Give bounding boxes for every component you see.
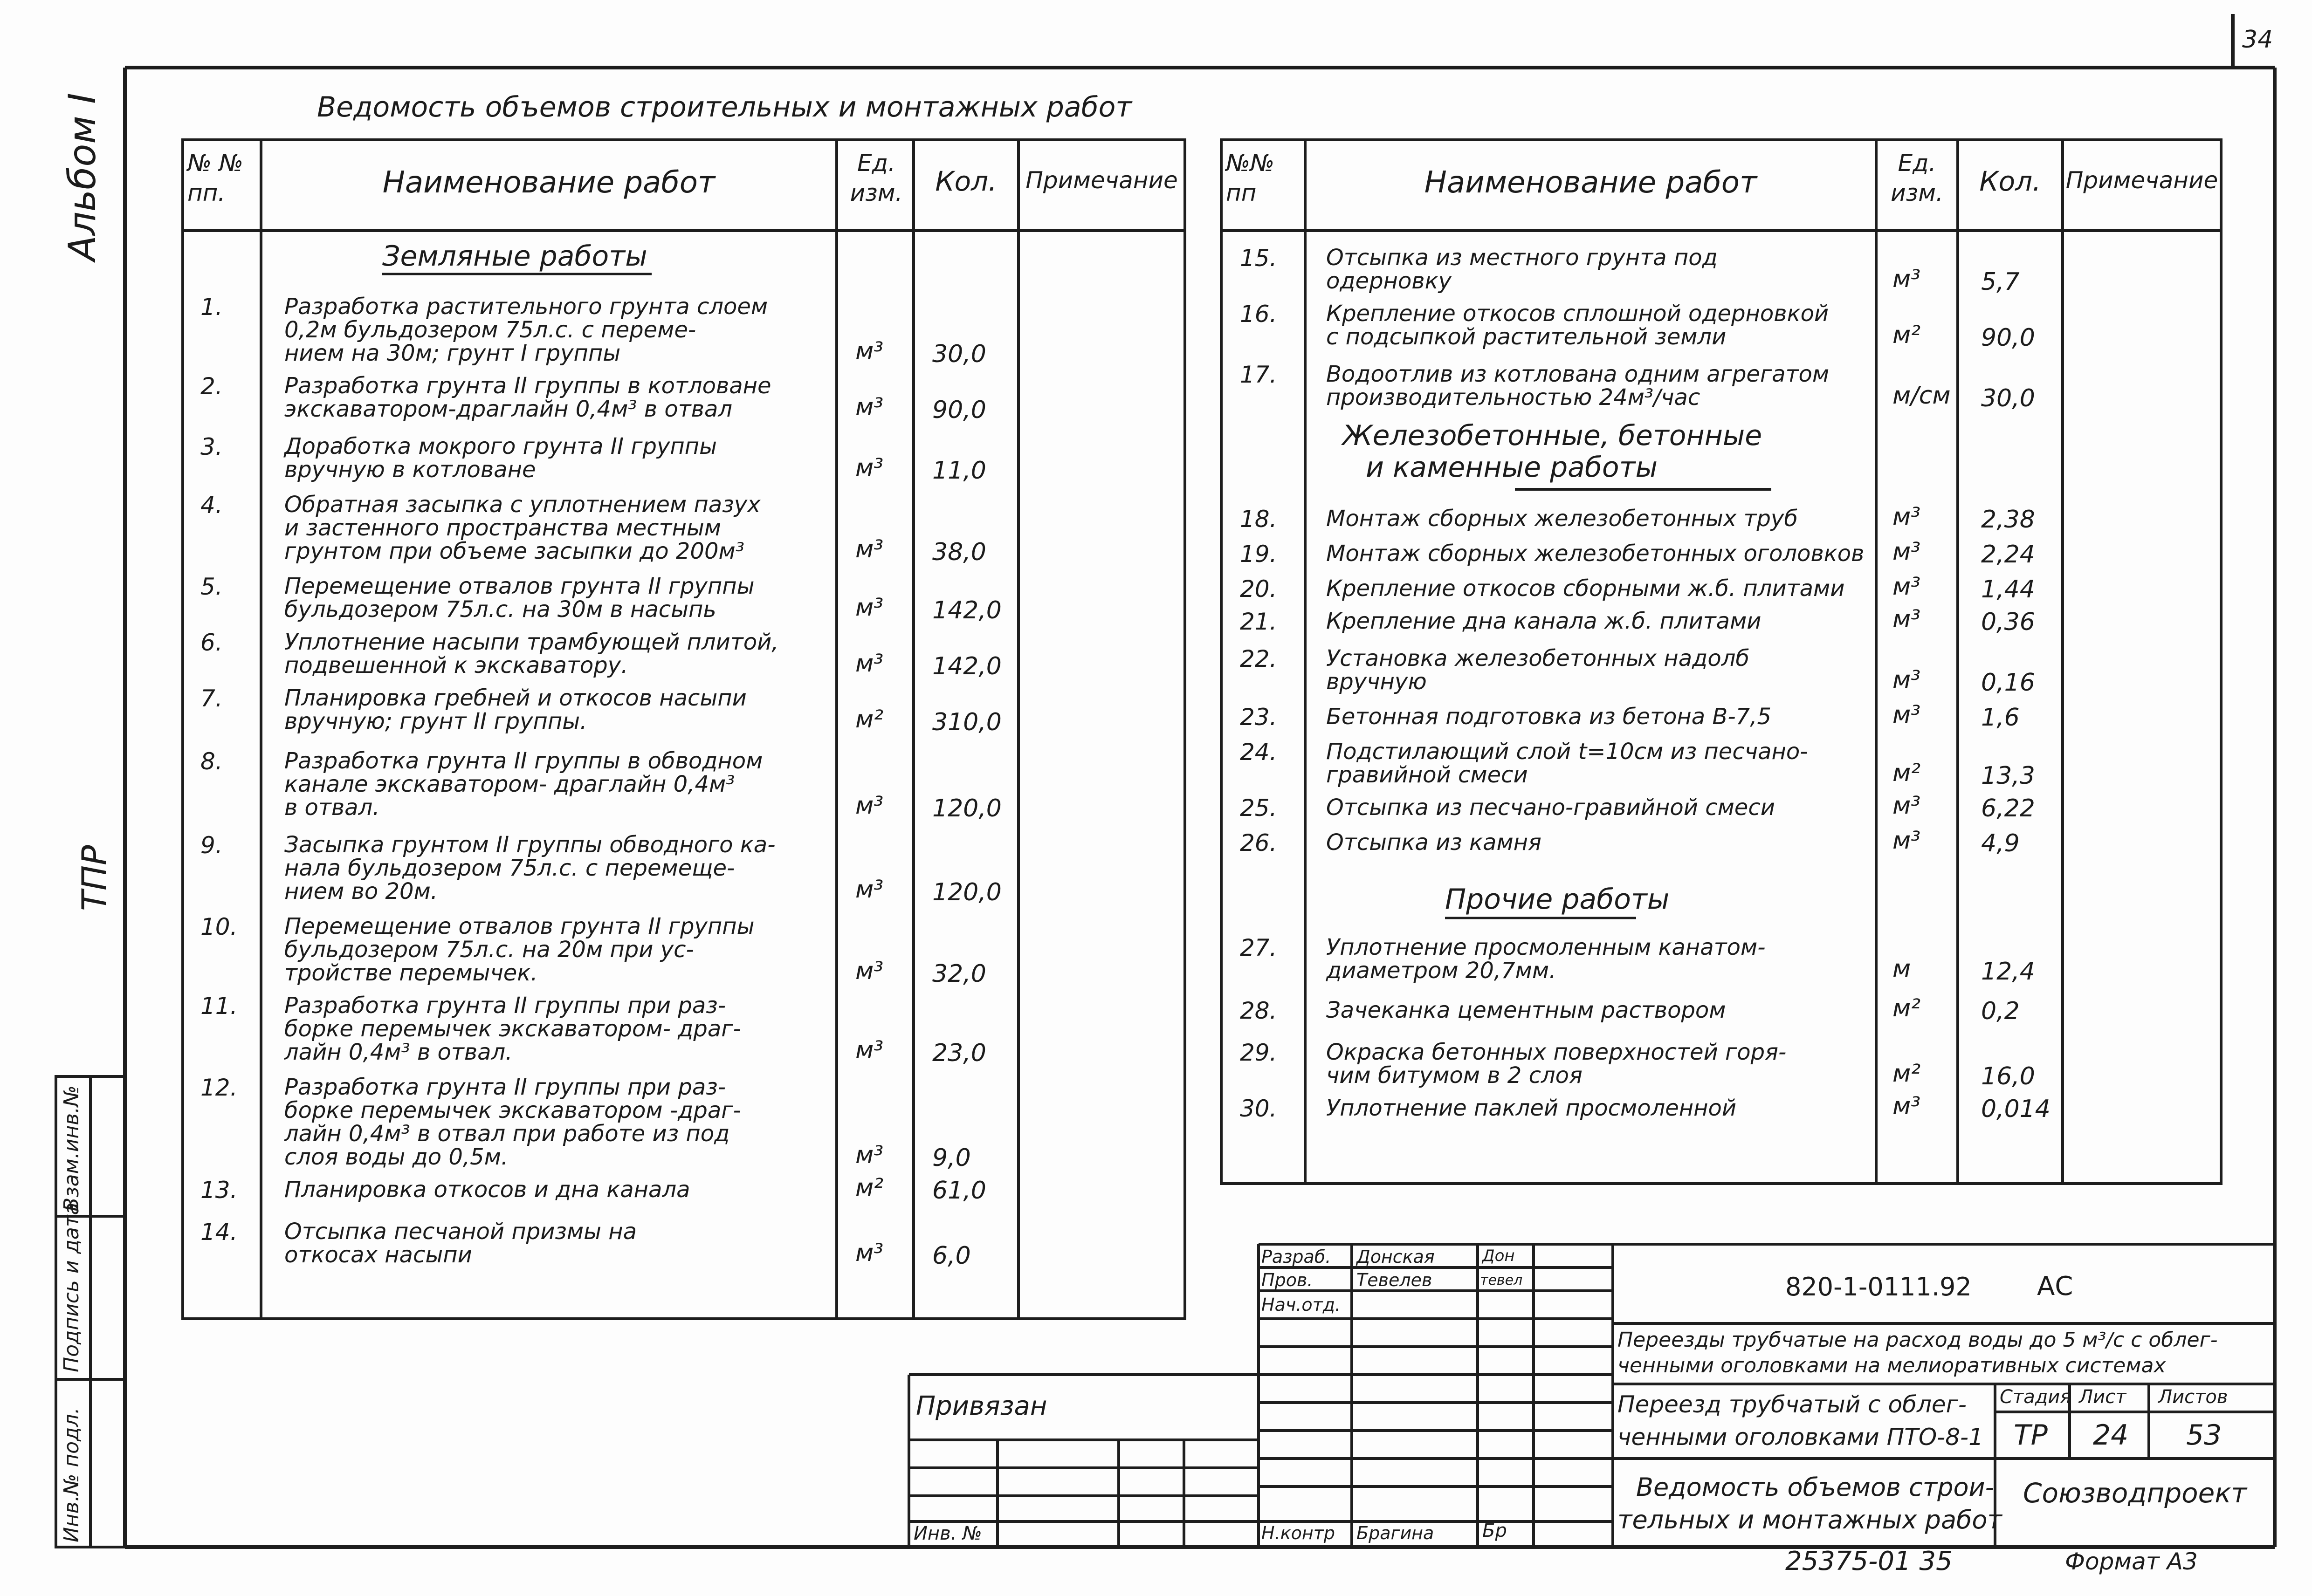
row-unit: м³ <box>855 650 884 678</box>
row-number: 6. <box>200 629 223 656</box>
row-number: 13. <box>200 1177 238 1204</box>
row-quantity: 90,0 <box>932 396 986 424</box>
row-unit: м³ <box>855 1141 884 1169</box>
row-quantity: 11,0 <box>932 457 986 485</box>
row-work-name: вручную <box>1326 669 1427 695</box>
row-work-name: Уплотнение паклей просмоленной <box>1326 1095 1737 1121</box>
row-work-name: с подсыпкой растительной земли <box>1326 324 1727 350</box>
row-unit: м³ <box>1892 827 1921 855</box>
row-quantity: 120,0 <box>932 878 1002 906</box>
stamp-sign-2: тевел <box>1480 1272 1523 1288</box>
row-number: 12. <box>200 1074 238 1101</box>
row-work-name: Водоотлив из котлована одним агрегатом <box>1326 361 1830 387</box>
row-number: 27. <box>1240 934 1277 961</box>
row-unit: м³ <box>855 594 884 622</box>
row-work-name: диаметром 20,7мм. <box>1326 958 1556 984</box>
row-work-name: Крепление дна канала ж.б. плитами <box>1326 608 1762 634</box>
row-quantity: 2,24 <box>1981 541 2035 569</box>
row-number: 23. <box>1240 704 1277 731</box>
row-work-name: бульдозером 75л.с. на 30м в насыпь <box>284 596 716 623</box>
row-work-name: чим битумом в 2 слоя <box>1326 1062 1583 1089</box>
row-quantity: 32,0 <box>932 960 986 988</box>
row-unit: м³ <box>855 792 884 820</box>
stamp-sheet-title-2: тельных и монтажных работ <box>1617 1505 2002 1534</box>
row-unit: м³ <box>1892 1092 1921 1120</box>
row-unit: м³ <box>855 957 884 985</box>
row-work-name: производительностью 24м³/час <box>1326 384 1700 411</box>
stamp-nkontr-name: Брагина <box>1356 1523 1434 1543</box>
row-quantity: 1,6 <box>1981 704 2020 732</box>
row-number: 10. <box>200 913 238 940</box>
stamp-sign-1: Дон <box>1482 1247 1515 1265</box>
row-work-name: нала бульдозером 75л.с. с перемеще- <box>284 855 735 881</box>
row-work-name: Подстилающий слой t=10см из песчано- <box>1326 739 1808 765</box>
stamp-nkontr-role: Н.контр <box>1261 1523 1335 1543</box>
row-work-name: 0,2м бульдозером 75л.с. с переме- <box>284 317 696 343</box>
row-work-name: одерновку <box>1326 268 1452 294</box>
row-unit: м³ <box>1892 701 1921 729</box>
stamp-sheet-label: Лист <box>2079 1386 2126 1408</box>
row-work-name: подвешенной к экскаватору. <box>284 652 628 678</box>
row-work-name: лайн 0,4м³ в отвал. <box>284 1039 513 1065</box>
row-work-name: Отсыпка из местного грунта под <box>1326 245 1718 271</box>
stamp-object-1: Переезд трубчатый с облег- <box>1617 1391 1967 1418</box>
row-quantity: 30,0 <box>1981 384 2035 412</box>
row-quantity: 142,0 <box>932 652 1002 680</box>
row-work-name: канале экскаватором- драглайн 0,4м³ <box>284 771 735 797</box>
row-quantity: 38,0 <box>932 538 986 566</box>
right-header-no: №№ пп <box>1226 150 1275 206</box>
row-number: 21. <box>1240 608 1277 635</box>
row-number: 11. <box>200 993 238 1020</box>
right-header-name: Наименование работ <box>1424 165 1757 200</box>
stamp-inv-no: Инв. № <box>914 1523 982 1544</box>
row-quantity: 6,0 <box>932 1242 971 1270</box>
row-work-name: Уплотнение насыпи трамбующей плитой, <box>284 629 779 655</box>
row-work-name: Отсыпка из камня <box>1326 829 1541 856</box>
stamp-sheets: 53 <box>2186 1419 2222 1452</box>
left-header-name: Наименование работ <box>382 165 716 200</box>
row-work-name: Отсыпка из песчано-гравийной смеси <box>1326 795 1775 821</box>
row-quantity: 0,014 <box>1981 1095 2051 1123</box>
row-number: 5. <box>200 573 223 600</box>
row-number: 17. <box>1240 361 1277 388</box>
row-work-name: Окраска бетонных поверхностей горя- <box>1326 1039 1787 1065</box>
row-unit: м³ <box>1892 538 1921 566</box>
row-quantity: 2,38 <box>1981 506 2035 534</box>
row-unit: м² <box>855 1174 884 1202</box>
row-work-name: Монтаж сборных железобетонных оголовков <box>1326 541 1865 567</box>
row-work-name: Перемещение отвалов грунта II группы <box>284 913 755 939</box>
row-work-name: Крепление откосов сплошной одерновкой <box>1326 301 1829 327</box>
row-unit: м³ <box>1892 265 1921 293</box>
row-work-name: Уплотнение просмоленным канатом- <box>1326 934 1766 960</box>
row-unit: м³ <box>1892 792 1921 820</box>
row-quantity: 90,0 <box>1981 324 2035 352</box>
row-quantity: 9,0 <box>932 1144 971 1172</box>
stamp-name-2: Тевелев <box>1356 1270 1432 1290</box>
row-unit: м³ <box>855 454 884 482</box>
row-work-name: Установка железобетонных надолб <box>1326 645 1750 671</box>
row-unit: м³ <box>855 535 884 563</box>
row-work-name: Крепление откосов сборными ж.б. плитами <box>1326 575 1845 602</box>
row-number: 16. <box>1240 301 1277 328</box>
stamp-code: 820-1-0111.92 <box>1785 1272 1972 1301</box>
left-header-qty: Кол. <box>935 165 997 197</box>
tpr-label: ТПР <box>75 845 114 911</box>
row-number: 4. <box>200 492 223 519</box>
stamp-organization: Союзводпроект <box>2023 1477 2247 1509</box>
stamp-sheet-title-1: Ведомость объемов строи- <box>1636 1473 1995 1502</box>
stamp-privyazan: Привязан <box>916 1391 1047 1421</box>
left-header-note: Примечание <box>1025 167 1178 194</box>
right-section-other: Прочие работы <box>1445 883 1670 916</box>
row-work-name: бульдозером 75л.с. на 20м при ус- <box>284 937 694 963</box>
row-number: 26. <box>1240 829 1277 856</box>
row-unit: м³ <box>1892 573 1921 601</box>
row-quantity: 6,22 <box>1981 795 2035 822</box>
row-quantity: 4,9 <box>1981 829 2020 857</box>
row-quantity: 13,3 <box>1981 762 2035 790</box>
footer-number: 25375-01 35 <box>1785 1546 1953 1576</box>
row-number: 8. <box>200 748 223 775</box>
row-work-name: Бетонная подготовка из бетона В-7,5 <box>1326 704 1771 730</box>
row-work-name: Разработка грунта II группы в котловане <box>284 373 771 399</box>
row-number: 7. <box>200 685 223 712</box>
row-work-name: Зачеканка цементным раствором <box>1326 997 1726 1023</box>
row-number: 28. <box>1240 997 1277 1024</box>
row-number: 3. <box>200 433 223 460</box>
row-work-name: грунтом при объеме засыпки до 200м³ <box>284 538 744 564</box>
page-number: 34 <box>2242 26 2273 54</box>
row-work-name: и застенного пространства местным <box>284 515 721 541</box>
row-work-name: Планировка гребней и откосов насыпи <box>284 685 747 711</box>
row-work-name: Планировка откосов и дна канала <box>284 1177 690 1203</box>
row-number: 29. <box>1240 1039 1277 1066</box>
row-work-name: Монтаж сборных железобетонных труб <box>1326 506 1798 532</box>
row-work-name: Разработка грунта II группы при раз- <box>284 993 726 1019</box>
row-work-name: Отсыпка песчаной призмы на <box>284 1219 637 1245</box>
row-work-name: нием во 20м. <box>284 878 438 904</box>
row-unit: м/см <box>1892 382 1951 410</box>
row-number: 22. <box>1240 645 1277 672</box>
strip-podpis: Подпись и дата <box>60 1202 83 1372</box>
stamp-object-2: ченными оголовками ПТО-8-1 <box>1617 1424 1983 1451</box>
row-work-name: в отвал. <box>284 795 380 821</box>
stamp-name-1: Донская <box>1356 1247 1435 1267</box>
row-number: 9. <box>200 832 223 859</box>
row-quantity: 5,7 <box>1981 268 2020 296</box>
row-number: 15. <box>1240 245 1277 272</box>
stamp-nkontr-sign: Бр <box>1482 1520 1507 1541</box>
row-unit: м³ <box>855 1239 884 1267</box>
row-work-name: слоя воды до 0,5м. <box>284 1144 509 1170</box>
stamp-sheet: 24 <box>2093 1419 2129 1452</box>
left-header-unit: Ед. изм. <box>850 150 903 206</box>
row-work-name: Доработка мокрого грунта II группы <box>284 433 717 459</box>
strip-vzam: Взам.инв.№ <box>60 1085 83 1212</box>
row-work-name: Разработка растительного грунта слоем <box>284 294 768 320</box>
row-unit: м² <box>1892 321 1921 349</box>
stamp-stage-label: Стадия <box>2000 1386 2071 1408</box>
row-unit: м <box>1892 955 1911 983</box>
row-work-name: Обратная засыпка с уплотнением пазух <box>284 492 761 518</box>
row-number: 1. <box>200 294 223 321</box>
row-quantity: 120,0 <box>932 795 1002 822</box>
row-work-name: Разработка грунта II группы при раз- <box>284 1074 726 1100</box>
right-header-note: Примечание <box>2065 167 2218 194</box>
stamp-role-3: Нач.отд. <box>1261 1295 1341 1315</box>
stamp-role-2: Пров. <box>1261 1270 1313 1290</box>
row-quantity: 1,44 <box>1981 575 2035 603</box>
row-quantity: 310,0 <box>932 708 1002 736</box>
stamp-project-1: Переезды трубчатые на расход воды до 5 м³/с с облег- <box>1617 1328 2218 1352</box>
row-work-name: борке перемычек экскаватором -драг- <box>284 1097 741 1123</box>
stamp-mark: АС <box>2037 1271 2073 1301</box>
row-quantity: 61,0 <box>932 1177 986 1205</box>
row-unit: м³ <box>855 337 884 365</box>
row-quantity: 23,0 <box>932 1039 986 1067</box>
row-unit: м³ <box>855 876 884 904</box>
row-unit: м² <box>855 706 884 733</box>
row-unit: м³ <box>1892 503 1921 531</box>
row-unit: м² <box>1892 1060 1921 1088</box>
row-unit: м³ <box>1892 666 1921 694</box>
row-work-name: вручную в котловане <box>284 457 536 483</box>
row-unit: м³ <box>1892 605 1921 633</box>
row-number: 14. <box>200 1219 238 1246</box>
strip-inv: Инв.№ подл. <box>60 1407 83 1542</box>
stamp-project-2: ченными оголовками на мелиоративных системах <box>1617 1354 2166 1377</box>
row-work-name: тройстве перемычек. <box>284 960 538 986</box>
row-number: 18. <box>1240 506 1277 533</box>
right-section-concrete-1: Железобетонные, бетонные <box>1342 419 1762 452</box>
row-work-name: борке перемычек экскаватором- драг- <box>284 1016 741 1042</box>
album-label: Альбом I <box>61 93 104 261</box>
row-number: 20. <box>1240 575 1277 603</box>
row-number: 24. <box>1240 739 1277 766</box>
row-number: 2. <box>200 373 223 400</box>
row-work-name: откосах насыпи <box>284 1242 472 1268</box>
document-title: Ведомость объемов строительных и монтажных работ <box>317 91 1132 123</box>
row-work-name: вручную; грунт II группы. <box>284 708 587 734</box>
row-unit: м³ <box>855 1036 884 1064</box>
stamp-stage: ТР <box>2014 1419 2048 1452</box>
row-quantity: 16,0 <box>1981 1062 2035 1090</box>
row-work-name: лайн 0,4м³ в отвал при работе из под <box>284 1121 730 1147</box>
stamp-role-1: Разраб. <box>1261 1247 1331 1267</box>
row-unit: м² <box>1892 759 1921 787</box>
row-work-name: Разработка грунта II группы в обводном <box>284 748 763 774</box>
right-header-qty: Кол. <box>1979 165 2041 197</box>
left-section-earthworks: Земляные работы <box>382 240 647 273</box>
row-quantity: 0,36 <box>1981 608 2035 636</box>
right-header-unit: Ед. изм. <box>1891 150 1943 206</box>
left-header-no: № № пп. <box>187 150 243 206</box>
row-quantity: 0,16 <box>1981 669 2035 697</box>
row-number: 30. <box>1240 1095 1277 1122</box>
row-unit: м³ <box>855 393 884 421</box>
row-quantity: 12,4 <box>1981 958 2035 986</box>
row-number: 25. <box>1240 795 1277 822</box>
row-work-name: гравийной смеси <box>1326 762 1528 788</box>
stamp-sheets-label: Листов <box>2158 1386 2228 1408</box>
right-section-concrete-2: и каменные работы <box>1366 451 1658 484</box>
row-work-name: нием на 30м; грунт I группы <box>284 340 621 366</box>
row-quantity: 142,0 <box>932 596 1002 624</box>
row-work-name: экскаватором-драглайн 0,4м³ в отвал <box>284 396 733 422</box>
row-work-name: Перемещение отвалов грунта II группы <box>284 573 755 599</box>
row-number: 19. <box>1240 541 1277 568</box>
footer-format: Формат А3 <box>2065 1548 2198 1575</box>
row-unit: м² <box>1892 994 1921 1022</box>
row-quantity: 30,0 <box>932 340 986 368</box>
row-work-name: Засыпка грунтом II группы обводного ка- <box>284 832 776 858</box>
row-quantity: 0,2 <box>1981 997 2020 1025</box>
